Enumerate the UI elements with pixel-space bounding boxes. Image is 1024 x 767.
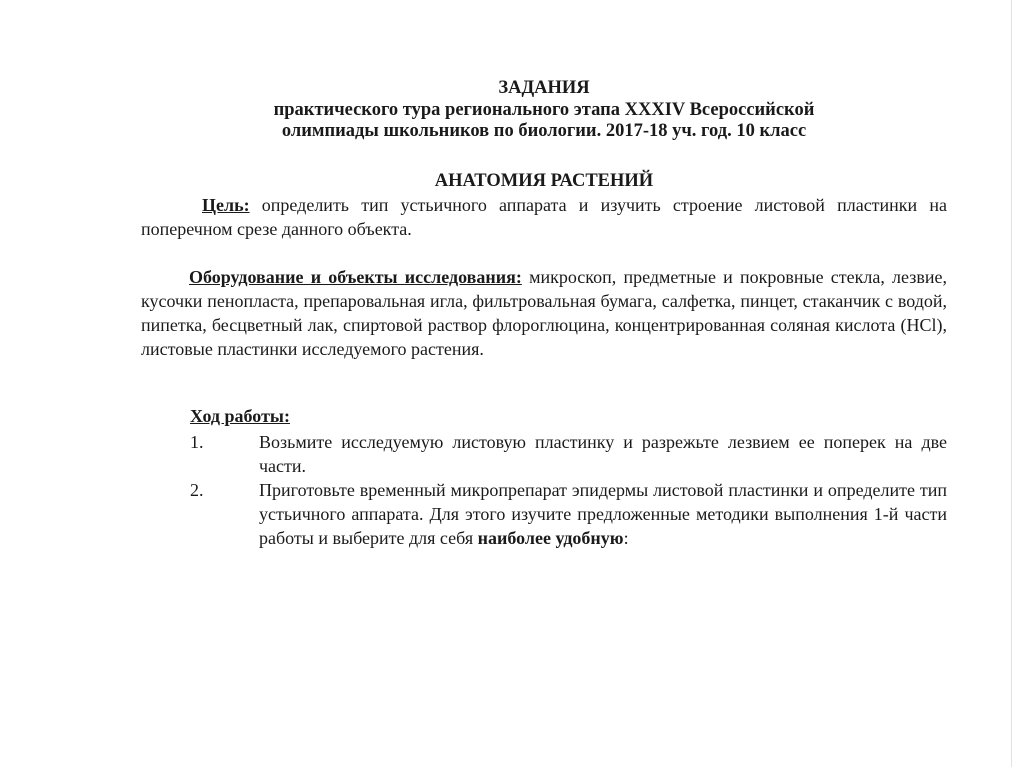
equipment-label: Оборудование и объекты исследования:	[189, 267, 522, 287]
step-text-main: Приготовьте временный микропрепарат эпидермы листовой пластинки и определите тип устьичного аппарата. Для этого изучите предложенные методики выполнения 1-й части работы и выберите для себя	[259, 480, 947, 548]
step-text	[259, 478, 947, 550]
section-title: АНАТОМИЯ РАСТЕНИЙ	[434, 171, 654, 191]
header-subtitle-line2: олимпиады школьников по биологии. 2017-18 уч. год. 10 класс	[281, 121, 807, 141]
step-number: 1.	[190, 432, 204, 452]
equipment-text: микроскоп, предметные и покровные стекла, лезвие, кусочки пенопласта, препаровальная игла, фильтровальная бумага, салфетка, пинцет, стаканчик с водой, пипетка, бесцветный лак, спиртовой раствор флороглюцина, концентрированная соляная кислота (HCl), листовые пластинки исследуемого растения.	[141, 267, 947, 359]
step-text: Возьмите исследуемую листовую пластинку и разрежьте лезвием ее поперек на две части.	[259, 432, 947, 476]
procedure-title: Ход работы:	[190, 406, 290, 426]
step-text-emphasis: наиболее удобную	[477, 528, 624, 548]
equipment-paragraph	[141, 265, 947, 361]
document-header	[140, 78, 948, 143]
procedure-step	[141, 478, 947, 550]
goal-label: Цель:	[202, 195, 250, 215]
page-border	[1011, 0, 1012, 767]
step-number: 2.	[190, 480, 204, 500]
header-subtitle-line1: практического тура регионального этапа XXXIV Всероссийской	[273, 99, 815, 120]
goal-paragraph	[141, 193, 947, 241]
goal-text: определить тип устьичного аппарата и изучить строение листовой пластинки на поперечном срезе данного объекта.	[141, 195, 947, 239]
procedure-step	[141, 430, 947, 478]
header-title: ЗАДАНИЯ	[498, 78, 590, 98]
step-text-tail: :	[623, 528, 629, 548]
